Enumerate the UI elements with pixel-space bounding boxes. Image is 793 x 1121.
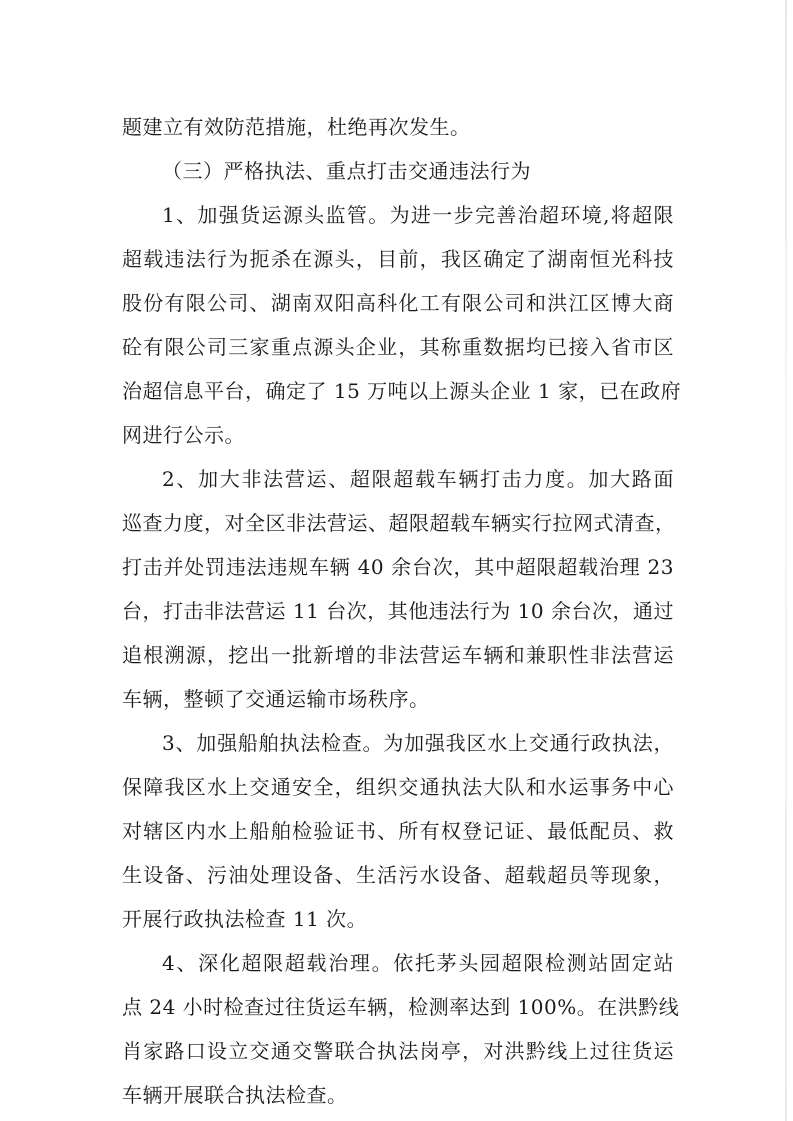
paragraph-4-line: 肖家路口设立交通交警联合执法岗亭，对洪黔线上过往货运 — [122, 1039, 674, 1063]
paragraph-1-line: 股份有限公司、湖南双阳高科化工有限公司和洪江区博大商 — [122, 291, 674, 315]
scan-edge-shadow — [785, 0, 787, 1121]
paragraph-1-line: 砼有限公司三家重点源头企业，其称重数据均已接入省市区 — [122, 335, 674, 359]
paragraph-1-line: 治超信息平台，确定了 15 万吨以上源头企业 1 家，已在政府 — [122, 379, 682, 403]
paragraph-2-line: 打击并处罚违法违规车辆 40 余台次，其中超限超载治理 23 — [122, 555, 674, 579]
paragraph-3-line: 3、加强船舶执法检查。为加强我区水上交通行政执法， — [162, 731, 674, 755]
paragraph-1-line: 超载违法行为扼杀在源头，目前，我区确定了湖南恒光科技 — [122, 247, 674, 271]
paragraph-1-line: 网进行公示。 — [122, 423, 245, 447]
paragraph-4-line: 4、深化超限超载治理。依托茅头园超限检测站固定站 — [162, 951, 674, 975]
paragraph-2-line: 巡查力度，对全区非法营运、超限超载车辆实行拉网式清查， — [122, 511, 676, 535]
paragraph-4-line: 点 24 小时检查过往货运车辆，检测率达到 100%。在洪黔线 — [122, 995, 680, 1019]
paragraph-3-line: 开展行政执法检查 11 次。 — [122, 907, 368, 931]
paragraph-3-line: 对辖区内水上船舶检验证书、所有权登记证、最低配员、救 — [122, 819, 674, 843]
paragraph-2-line: 车辆，整顿了交通运输市场秩序。 — [122, 687, 430, 711]
section-heading: （三）严格执法、重点打击交通违法行为 — [162, 159, 531, 183]
paragraph-2-line: 追根溯源，挖出一批新增的非法营运车辆和兼职性非法营运 — [122, 643, 674, 667]
paragraph-1-line: 1、加强货运源头监管。为进一步完善治超环境,将超限 — [162, 203, 674, 227]
paragraph-2-line: 2、加大非法营运、超限超载车辆打击力度。加大路面 — [162, 467, 674, 491]
text-line: 题建立有效防范措施，杜绝再次发生。 — [122, 115, 471, 139]
paragraph-3-line: 保障我区水上交通安全，组织交通执法大队和水运事务中心 — [122, 775, 674, 799]
paragraph-2-line: 台，打击非法营运 11 台次，其他违法行为 10 余台次，通过 — [122, 599, 674, 623]
paragraph-4-line: 车辆开展联合执法检查。 — [122, 1083, 348, 1107]
paragraph-3-line: 生设备、污油处理设备、生活污水设备、超载超员等现象， — [122, 863, 674, 887]
